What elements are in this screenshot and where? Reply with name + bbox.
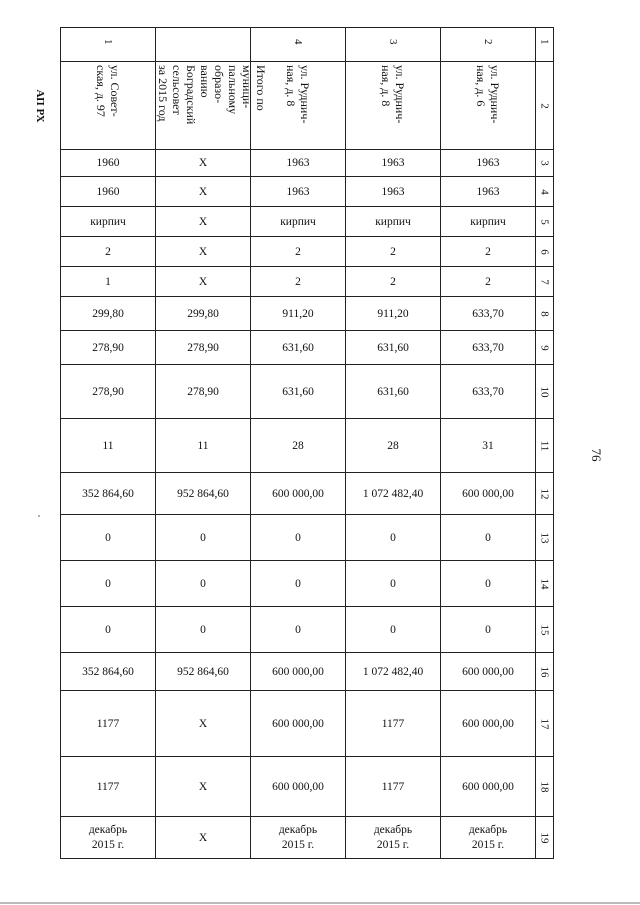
table-row <box>61 653 554 691</box>
row-number-2: 2 <box>536 62 554 150</box>
table-cell: 631,60 <box>251 331 346 365</box>
table-cell: 1177 <box>346 757 441 817</box>
row-number: 5 <box>536 207 554 237</box>
row-number: 13 <box>536 515 554 561</box>
table-cell: 31 <box>441 419 536 473</box>
table-cell: 600 000,00 <box>251 473 346 515</box>
table-cell: 952 864,60 <box>156 473 251 515</box>
row-number: 3 <box>536 150 554 177</box>
table-cell: 0 <box>61 515 156 561</box>
row-number: 19 <box>536 817 554 859</box>
table-cell: 2 <box>346 237 441 267</box>
row-number: 17 <box>536 691 554 757</box>
table-cell: 2 <box>346 267 441 297</box>
table-cell: 278,90 <box>61 331 156 365</box>
table-cell: 631,60 <box>251 365 346 419</box>
table-cell: 0 <box>156 607 251 653</box>
table-cell: 299,80 <box>61 297 156 331</box>
table-cell: 278,90 <box>156 365 251 419</box>
table-row <box>61 237 554 267</box>
table-cell: 11 <box>61 419 156 473</box>
table-cell: 0 <box>156 515 251 561</box>
table-cell: 0 <box>441 515 536 561</box>
table-cell: 1 072 482,40 <box>346 653 441 691</box>
table-row <box>61 419 554 473</box>
row-number: 16 <box>536 653 554 691</box>
table-row <box>61 365 554 419</box>
header-sovetskaya-97: ул. Совет- ская, д. 97 <box>61 62 156 150</box>
table-cell: 0 <box>441 561 536 607</box>
table-cell: 2 <box>441 267 536 297</box>
column-number-corner: 1 <box>536 28 554 62</box>
table-cell: 600 000,00 <box>251 691 346 757</box>
scan-speck <box>38 515 40 517</box>
row-number: 6 <box>536 237 554 267</box>
table-cell: 1960 <box>61 177 156 207</box>
row-number: 10 <box>536 365 554 419</box>
column-number-4: 4 <box>251 28 346 62</box>
table-cell: 633,70 <box>441 331 536 365</box>
column-number-1: 1 <box>61 28 156 62</box>
row-number: 14 <box>536 561 554 607</box>
table-cell: Х <box>156 267 251 297</box>
table-cell: 1177 <box>61 691 156 757</box>
table-cell: декабрь 2015 г. <box>346 817 441 859</box>
table-cell: 0 <box>61 607 156 653</box>
table-cell: 952 864,60 <box>156 653 251 691</box>
table-cell: 1963 <box>346 177 441 207</box>
table-cell: декабрь 2015 г. <box>441 817 536 859</box>
table-cell: Х <box>156 177 251 207</box>
row-number: 12 <box>536 473 554 515</box>
table-cell: 1 <box>61 267 156 297</box>
table-cell: кирпич <box>251 207 346 237</box>
table-cell: 600 000,00 <box>441 757 536 817</box>
table-row <box>61 607 554 653</box>
side-label: АП РХ <box>34 89 46 123</box>
table-cell: 1963 <box>346 150 441 177</box>
table-cell: 0 <box>61 561 156 607</box>
housing-table <box>60 27 554 859</box>
row-number: 18 <box>536 757 554 817</box>
table-cell: 631,60 <box>346 365 441 419</box>
table-cell: 0 <box>346 607 441 653</box>
table-cell: 0 <box>251 607 346 653</box>
table-cell: 2 <box>61 237 156 267</box>
table-cell: 1963 <box>441 177 536 207</box>
table-row <box>61 691 554 757</box>
table-cell: 600 000,00 <box>441 691 536 757</box>
table-row <box>61 331 554 365</box>
table-cell: 1 072 482,40 <box>346 473 441 515</box>
table-row <box>61 473 554 515</box>
header-rudnichnaya-8a: ул. Руднич- ная, д. 8 <box>251 62 346 150</box>
table-cell: 11 <box>156 419 251 473</box>
table-cell: 0 <box>251 515 346 561</box>
header-rudnichnaya-8b: ул. Руднич- ная, д. 8 <box>346 62 441 150</box>
table-cell: Х <box>156 691 251 757</box>
column-number-3: 3 <box>346 28 441 62</box>
row-number: 9 <box>536 331 554 365</box>
table-cell: 633,70 <box>441 365 536 419</box>
table-cell: 352 864,60 <box>61 473 156 515</box>
table-cell: Х <box>156 150 251 177</box>
table-cell: кирпич <box>346 207 441 237</box>
table-cell: Х <box>156 237 251 267</box>
table-cell: 600 000,00 <box>441 473 536 515</box>
row-number: 11 <box>536 419 554 473</box>
table-cell: 278,90 <box>61 365 156 419</box>
table-cell: 1960 <box>61 150 156 177</box>
header-rudnichnaya-6: ул. Руднич- ная, д. 6 <box>441 62 536 150</box>
page-number: 76 <box>589 448 604 462</box>
table-cell: 352 864,60 <box>61 653 156 691</box>
table-cell: 28 <box>346 419 441 473</box>
row-number: 4 <box>536 177 554 207</box>
table-row <box>61 177 554 207</box>
table-cell: 1177 <box>61 757 156 817</box>
table-cell: 2 <box>251 267 346 297</box>
table-row <box>61 150 554 177</box>
row-number: 15 <box>536 607 554 653</box>
table-cell: 0 <box>346 515 441 561</box>
header-row <box>61 62 554 150</box>
table-row <box>61 757 554 817</box>
header-total-municipality: Итого по муници- пальному образо- ванию Боградский сельсовет за 2015 год <box>156 62 251 150</box>
table-cell: Х <box>156 207 251 237</box>
table-row <box>61 297 554 331</box>
row-number: 8 <box>536 297 554 331</box>
table-cell: 633,70 <box>441 297 536 331</box>
table-cell: 299,80 <box>156 297 251 331</box>
table-cell: 278,90 <box>156 331 251 365</box>
table-cell: декабрь 2015 г. <box>251 817 346 859</box>
table-cell: 1963 <box>251 150 346 177</box>
table-cell: 2 <box>441 237 536 267</box>
table-cell: 600 000,00 <box>251 757 346 817</box>
table-cell: 1963 <box>441 150 536 177</box>
table-cell: 0 <box>346 561 441 607</box>
column-number-2: 2 <box>441 28 536 62</box>
table-row <box>61 207 554 237</box>
table-cell: 600 000,00 <box>251 653 346 691</box>
table-cell: 631,60 <box>346 331 441 365</box>
table-row <box>61 515 554 561</box>
table-cell: 911,20 <box>346 297 441 331</box>
table-cell: 0 <box>441 607 536 653</box>
table-cell: 911,20 <box>251 297 346 331</box>
table-cell: 1177 <box>346 691 441 757</box>
table-cell: 28 <box>251 419 346 473</box>
table-row <box>61 561 554 607</box>
table-cell: 1963 <box>251 177 346 207</box>
table-row <box>61 267 554 297</box>
column-number-row <box>61 28 554 62</box>
page-bottom-rule <box>0 902 640 904</box>
column-number-blank <box>156 28 251 62</box>
table-cell: декабрь 2015 г. <box>61 817 156 859</box>
table-cell: Х <box>156 817 251 859</box>
table-row <box>61 817 554 859</box>
table-cell: 2 <box>251 237 346 267</box>
row-number: 7 <box>536 267 554 297</box>
table-cell: 0 <box>156 561 251 607</box>
table-cell: кирпич <box>61 207 156 237</box>
table-cell: 0 <box>251 561 346 607</box>
table-cell: кирпич <box>441 207 536 237</box>
table-cell: Х <box>156 757 251 817</box>
table-cell: 600 000,00 <box>441 653 536 691</box>
